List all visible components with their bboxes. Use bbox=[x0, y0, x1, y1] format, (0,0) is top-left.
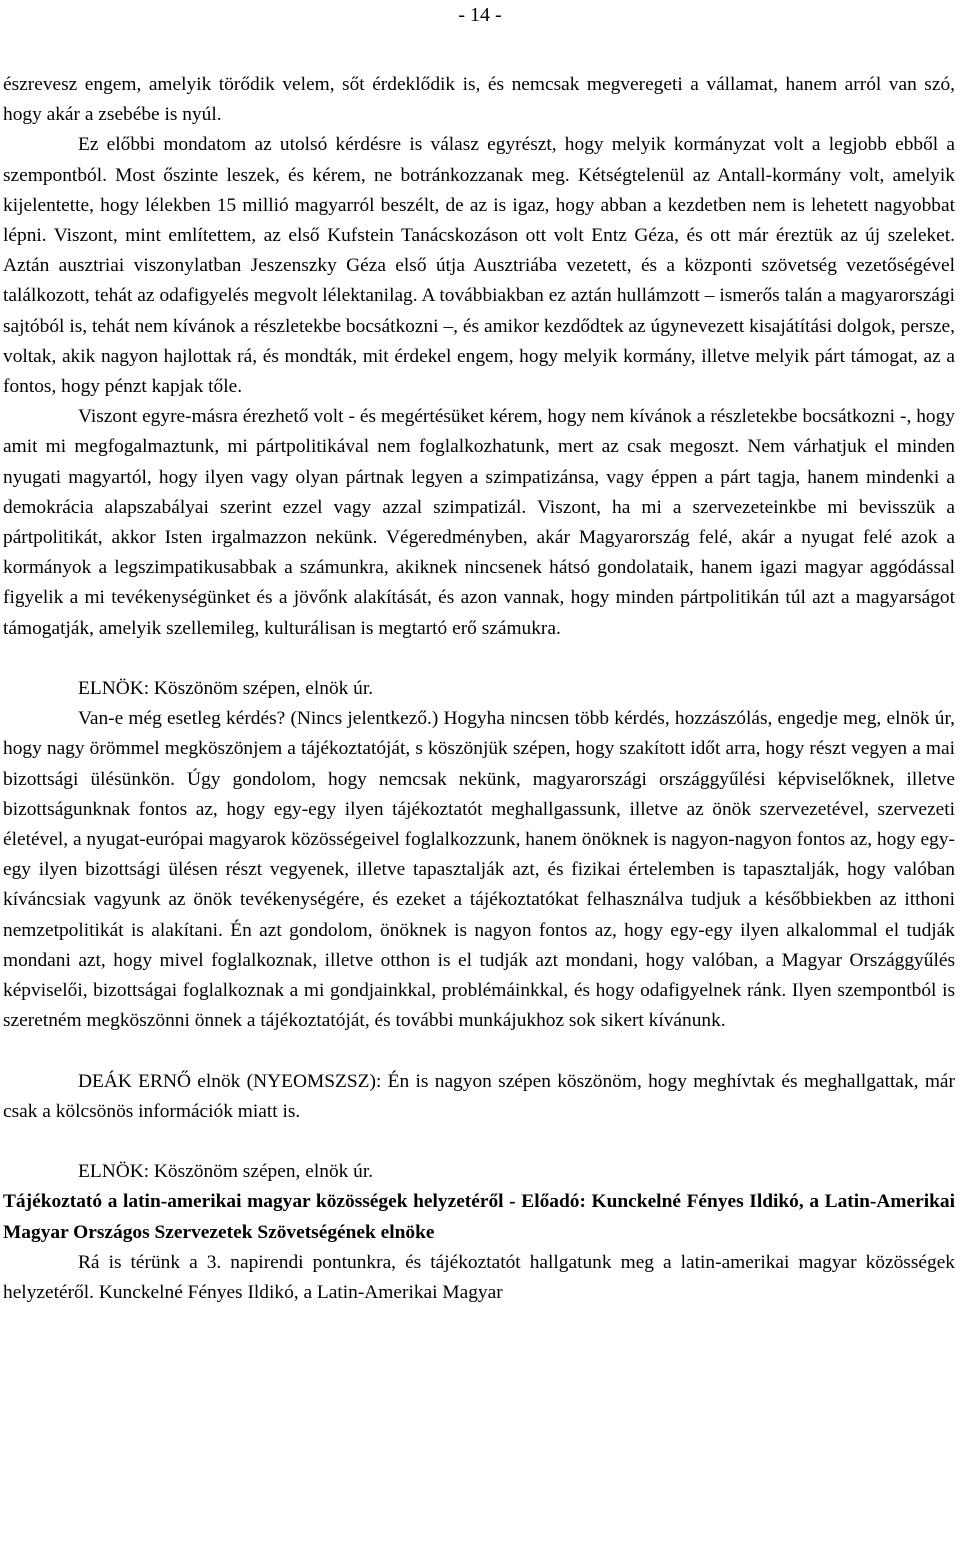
paragraph-continuation: észrevesz engem, amelyik törődik velem, sőt érdeklődik is, és nemcsak megveregeti a vállamat, hanem arról van szó, hogy akár a zsebébe is nyúl. bbox=[3, 74, 955, 126]
paragraph-agenda-intro: Rá is térünk a 3. napirendi pontunkra, és tájékoztatót hallgatunk meg a latin-amerikai magyar közösségek helyzetéről. Kunckelné Fényes Ildikó, a Latin-Amerikai Magyar bbox=[3, 1251, 955, 1304]
paragraph-chair-closing: Van-e még esetleg kérdés? (Nincs jelentkező.) Hogyha nincsen több kérdés, hozzászólás, engedje meg, elnök úr, hogy nagy örömmel megköszönjem a tájékoztatóját, s köszönjük szépen, hogy szakított időt arra, hogy részt vegyen a mai bizottsági ülésünkön. Úgy gondolom, hogy nemcsak nekünk, magyarországi országgyűlési képviselőknek, illetve bizottságunknak fontos az, hogy egy-egy ilyen tájékoztatót meghallgassunk, illetve az önök szervezetével, szervezeti életével, a nyugat-európai magyarok közösségeivel foglalkozzunk, hanem önöknek is nagyon-nagyon fontos az, hogy egy-egy ilyen bizottsági ülésen részt vegyenek, illetve tapasztalják azt, és fizikai értelemben is tapasztalják, hogy valóban kíváncsiak vagyunk az önök tevékenységére, és ezeket a tájékoztatókat felhasználva tudjuk a későbbiekben az itthoni nemzetpolitikát is alakítani. Én azt gondolom, önöknek is nagyon fontos az, hogy egy-egy ilyen alkalommal el tudják mondani azt, hogy mivel foglalkoznak, illetve otthon is el tudják azt mondani, hogy valóban, a Magyar Országgyűlés képviselői, bizottságai foglalkoznak a mi gondjainkkal, problémáinkkal, és hogy odafigyelnek ránk. Ilyen szempontból is szeretném megköszönni önnek a tájékoztatóját, és további munkájukhoz sok sikert kívánunk. bbox=[3, 708, 955, 1032]
page-number: - 14 - bbox=[458, 4, 502, 26]
paragraph-deak-erno-reply: DEÁK ERNŐ elnök (NYEOMSZSZ): Én is nagyon szépen köszönöm, hogy meghívtak és meghallgattak, már csak a kölcsönös információk miatt is. bbox=[3, 1070, 955, 1122]
paragraph-chair-thanks-2: ELNÖK: Köszönöm szépen, elnök úr. bbox=[78, 1161, 374, 1183]
paragraph-government-answer: Ez előbbi mondatom az utolsó kérdésre is válasz egyrészt, hogy melyik kormányzat volt a legjobb ebből a szempontból. Most őszinte leszek, és kérem, ne botránkozzanak meg. Kétségtelenül az Antall-kormány volt, amelyik kijelentette, hogy lélekben 15 millió magyarról beszélt, de az is igaz, hogy abban a kezdetben nem is lehetett nagyobbat lépni. Viszont, mint említettem, az első Kufstein Tanácskozáson ott volt Entz Géza, és ott már éreztük az új szeleket. Aztán ausztriai viszonylatban Jeszenszky Géza első útja Ausztriába vezetett, és a központi szövetség vezetőségével találkozott, tehát az odafigyelés megvolt lélektanilag. A továbbiakban ez aztán hullámzott – ismerős talán a magyarországi sajtóból is, tehát nem kívánok a részletekbe bocsátkozni –, és amikor kezdődtek az úgynevezett kisajátítási dolgok, persze, voltak, akik nagyon hajlottak rá, és mondták, mit érdekel engem, hogy melyik kormány, illetve melyik párt támogat, az a fontos, hogy pénzt kapjak tőle. bbox=[3, 134, 955, 398]
agenda-item-heading: Tájékoztató a latin-amerikai magyar közösségek helyzetéről - Előadó: Kunckelné Fényes Ildikó, a Latin-Amerikai Magyar Országos Szervezetek Szövetségének elnöke bbox=[3, 1191, 955, 1243]
paragraph-party-politics: Viszont egyre-másra érezhető volt - és megértésüket kérem, hogy nem kívánok a részletekbe bocsátkozni -, hogy amit mi megfogalmaztunk, mi pártpolitikával nem foglalkozhatunk, mert az csak megoszt. Nem várhatjuk el minden nyugati magyartól, hogy ilyen vagy olyan pártnak legyen a szimpatizánsa, vagy éppen a párt tagja, hanem mindenki a demokrácia alapszabályai szerint ezzel vagy azzal szimpatizál. Viszont, ha mi a szervezeteinkbe mi bevisszük a pártpolitikát, akkor Isten irgalmazzon nekünk. Végeredményben, akár Magyarország felé, akár a nyugat felé azok a kormányok a legszimpatikusabbak a számunkra, akiknek nincsenek hátsó gondolataik, hanem igazi magyar aggódással figyelik a mi tevékenységünket és a jövőnk alakítását, és azon vannak, hogy minden pártpolitikán túl azt a magyarságot támogatják, amelyik szellemileg, kulturálisan is megtartó erő számukra. bbox=[3, 406, 955, 639]
document-body bbox=[3, 70, 955, 1308]
paragraph-chair-thanks: ELNÖK: Köszönöm szépen, elnök úr. bbox=[78, 678, 374, 700]
